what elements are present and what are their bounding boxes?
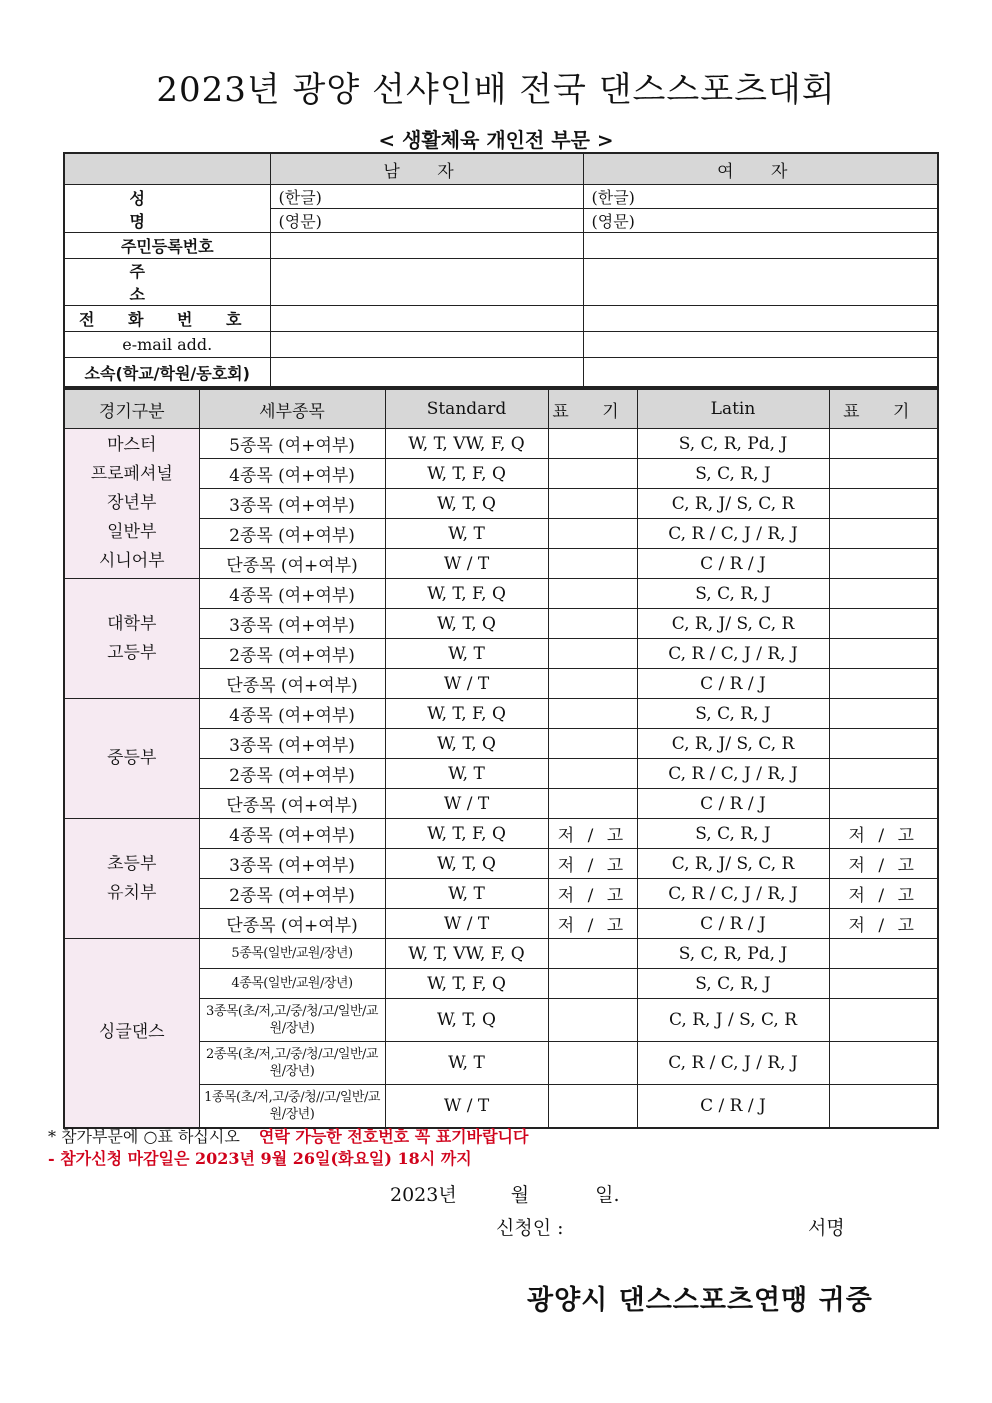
- category-cell: [64, 579, 199, 699]
- standard-dances-cell: W, T, F, Q: [385, 969, 548, 999]
- col-header-standard-mark: 표 기: [548, 389, 637, 429]
- application-date: [390, 1180, 620, 1207]
- affiliation-label: 소속(학교/학원/동호회): [64, 358, 270, 388]
- latin-mark-cell[interactable]: [829, 759, 938, 789]
- subevent-cell: 4종목 (여+여부): [199, 579, 385, 609]
- latin-mark-cell[interactable]: [829, 969, 938, 999]
- standard-mark-cell[interactable]: [548, 549, 637, 579]
- name-label: 성 명: [64, 185, 270, 233]
- info-header-blank: [64, 153, 270, 185]
- subevent-cell: 2종목 (여+여부): [199, 519, 385, 549]
- latin-mark-cell[interactable]: [829, 489, 938, 519]
- standard-dances-cell: W, T, Q: [385, 849, 548, 879]
- latin-dances-cell: S, C, R, Pd, J: [637, 429, 829, 459]
- latin-mark-cell[interactable]: [829, 699, 938, 729]
- latin-mark-cell[interactable]: [829, 669, 938, 699]
- latin-mark-cell[interactable]: 저 / 고: [829, 909, 938, 939]
- standard-dances-cell: W, T: [385, 1042, 548, 1085]
- female-address-field[interactable]: [583, 259, 938, 306]
- latin-mark-cell[interactable]: 저 / 고: [829, 879, 938, 909]
- latin-dances-cell: S, C, R, J: [637, 969, 829, 999]
- standard-mark-cell[interactable]: [548, 1085, 637, 1128]
- latin-mark-cell[interactable]: [829, 549, 938, 579]
- latin-mark-cell[interactable]: [829, 789, 938, 819]
- latin-mark-cell[interactable]: 저 / 고: [829, 849, 938, 879]
- latin-dances-cell: C, R / C, J / R, J: [637, 1042, 829, 1085]
- standard-dances-cell: W, T: [385, 519, 548, 549]
- latin-dances-cell: S, C, R, J: [637, 699, 829, 729]
- subevent-cell: 3종목 (여+여부): [199, 489, 385, 519]
- female-name-english-field[interactable]: (영문): [583, 209, 938, 233]
- latin-dances-cell: C, R, J/ S, C, R: [637, 849, 829, 879]
- category-label: 고등부: [107, 642, 157, 663]
- standard-dances-cell: W, T, F, Q: [385, 579, 548, 609]
- standard-mark-cell[interactable]: [548, 939, 637, 969]
- standard-mark-cell[interactable]: [548, 729, 637, 759]
- latin-dances-cell: C / R / J: [637, 1085, 829, 1128]
- event-rows: [64, 429, 938, 1128]
- standard-mark-cell[interactable]: 저 / 고: [548, 849, 637, 879]
- subevent-cell: 3종목 (여+여부): [199, 849, 385, 879]
- document-subtitle: < 생활체육 개인전 부문 >: [378, 128, 614, 152]
- subevent-cell: 2종목(초/저,고/중/청/고/일반/교원/장년): [199, 1042, 385, 1085]
- latin-dances-cell: C, R / C, J / R, J: [637, 519, 829, 549]
- subevent-cell: 3종목(초/저,고/중/청/고/일반/교원/장년): [199, 999, 385, 1042]
- standard-dances-cell: W, T: [385, 879, 548, 909]
- standard-dances-cell: W, T, Q: [385, 729, 548, 759]
- category-cell: [64, 429, 199, 579]
- category-label: 장년부: [107, 493, 157, 513]
- standard-dances-cell: W / T: [385, 549, 548, 579]
- table-row: [64, 939, 938, 969]
- latin-dances-cell: C / R / J: [637, 669, 829, 699]
- standard-dances-cell: W, T, VW, F, Q: [385, 429, 548, 459]
- latin-dances-cell: C, R / C, J / R, J: [637, 759, 829, 789]
- latin-dances-cell: S, C, R, Pd, J: [637, 939, 829, 969]
- subevent-cell: 3종목 (여+여부): [199, 609, 385, 639]
- note-deadline: - 참가신청 마감일은 2023년 9월 26일(화요일) 18시 까지: [48, 1149, 472, 1168]
- standard-dances-cell: W, T, F, Q: [385, 699, 548, 729]
- male-rrn-field[interactable]: [270, 233, 583, 259]
- standard-dances-cell: W, T, F, Q: [385, 819, 548, 849]
- subevent-cell: 4종목(일반/교원/장년): [199, 969, 385, 999]
- female-phone-field[interactable]: [583, 306, 938, 332]
- latin-mark-cell[interactable]: [829, 999, 938, 1042]
- table-row: [64, 819, 938, 849]
- email-label: e-mail add.: [64, 332, 270, 358]
- standard-mark-cell[interactable]: [548, 669, 637, 699]
- table-row: [64, 579, 938, 609]
- standard-dances-cell: W, T, F, Q: [385, 459, 548, 489]
- latin-dances-cell: C / R / J: [637, 549, 829, 579]
- male-name-hangul-field[interactable]: (한글): [270, 185, 583, 209]
- standard-dances-cell: W / T: [385, 909, 548, 939]
- subevent-cell: 4종목 (여+여부): [199, 459, 385, 489]
- latin-dances-cell: C, R, J/ S, C, R: [637, 489, 829, 519]
- male-address-field[interactable]: [270, 259, 583, 306]
- applicant-label: 신청인 :: [496, 1217, 564, 1239]
- female-rrn-field[interactable]: [583, 233, 938, 259]
- subevent-cell: 단종목 (여+여부): [199, 789, 385, 819]
- standard-mark-cell[interactable]: [548, 789, 637, 819]
- standard-mark-cell[interactable]: 저 / 고: [548, 819, 637, 849]
- subevent-cell: 5종목 (여+여부): [199, 429, 385, 459]
- standard-dances-cell: W / T: [385, 1085, 548, 1128]
- col-header-standard: Standard: [385, 389, 548, 429]
- standard-dances-cell: W, T, Q: [385, 609, 548, 639]
- subevent-cell: 4종목 (여+여부): [199, 819, 385, 849]
- date-day: 일.: [595, 1184, 620, 1206]
- note-instruction: * 참가부문에 ○표 하십시오: [48, 1127, 240, 1146]
- subevent-cell: 1종목(초/저,고/중/청//고/일반/교원/장년): [199, 1085, 385, 1128]
- latin-dances-cell: C, R, J / S, C, R: [637, 999, 829, 1042]
- category-label: 초등부: [107, 853, 157, 874]
- standard-mark-cell[interactable]: 저 / 고: [548, 879, 637, 909]
- standard-mark-cell[interactable]: 저 / 고: [548, 909, 637, 939]
- col-header-latin-mark: 표 기: [829, 389, 938, 429]
- category-label: 싱글댄스: [98, 1022, 165, 1043]
- latin-mark-cell[interactable]: 저 / 고: [829, 819, 938, 849]
- standard-mark-cell[interactable]: [548, 579, 637, 609]
- col-header-category: 경기구분: [64, 389, 199, 429]
- standard-mark-cell[interactable]: [548, 639, 637, 669]
- male-header: 남 자: [270, 153, 583, 185]
- subevent-cell: 단종목 (여+여부): [199, 669, 385, 699]
- subevent-cell: 단종목 (여+여부): [199, 909, 385, 939]
- female-email-field[interactable]: [583, 332, 938, 358]
- date-month: 월: [510, 1184, 530, 1206]
- standard-dances-cell: W, T: [385, 759, 548, 789]
- standard-mark-cell[interactable]: [548, 699, 637, 729]
- standard-mark-cell[interactable]: [548, 459, 637, 489]
- document-title: 2023년 광양 선샤인배 전국 댄스스포츠대회: [156, 70, 836, 110]
- standard-dances-cell: W / T: [385, 669, 548, 699]
- latin-mark-cell[interactable]: [829, 939, 938, 969]
- category-label: 중등부: [107, 748, 157, 768]
- subevent-cell: 2종목 (여+여부): [199, 879, 385, 909]
- standard-mark-cell[interactable]: [548, 609, 637, 639]
- standard-dances-cell: W / T: [385, 789, 548, 819]
- latin-dances-cell: S, C, R, J: [637, 579, 829, 609]
- latin-dances-cell: S, C, R, J: [637, 819, 829, 849]
- note-phone-reminder: 연락 가능한 전호번호 꼭 표기바랍니다: [258, 1127, 529, 1146]
- latin-mark-cell[interactable]: [829, 579, 938, 609]
- latin-mark-cell[interactable]: [829, 639, 938, 669]
- latin-mark-cell[interactable]: [829, 459, 938, 489]
- subevent-cell: 4종목 (여+여부): [199, 699, 385, 729]
- subevent-cell: 2종목 (여+여부): [199, 759, 385, 789]
- table-row: [64, 699, 938, 729]
- latin-mark-cell[interactable]: [829, 429, 938, 459]
- subevent-cell: 단종목 (여+여부): [199, 549, 385, 579]
- latin-dances-cell: C, R / C, J / R, J: [637, 639, 829, 669]
- standard-mark-cell[interactable]: [548, 429, 637, 459]
- latin-dances-cell: C, R, J/ S, C, R: [637, 609, 829, 639]
- standard-mark-cell[interactable]: [548, 489, 637, 519]
- category-cell: [64, 939, 199, 1128]
- latin-mark-cell[interactable]: [829, 729, 938, 759]
- standard-dances-cell: W, T, Q: [385, 489, 548, 519]
- standard-dances-cell: W, T: [385, 639, 548, 669]
- standard-mark-cell[interactable]: [548, 1042, 637, 1085]
- latin-dances-cell: C / R / J: [637, 789, 829, 819]
- category-label: 대학부: [107, 613, 157, 634]
- latin-mark-cell[interactable]: [829, 1042, 938, 1085]
- table-row: [64, 429, 938, 459]
- col-header-subevent: 세부종목: [199, 389, 385, 429]
- female-affiliation-field[interactable]: [583, 358, 938, 388]
- subevent-cell: 3종목 (여+여부): [199, 729, 385, 759]
- subevent-cell: 5종목(일반/교원/장년): [199, 939, 385, 969]
- latin-dances-cell: C / R / J: [637, 909, 829, 939]
- category-label: 마스터: [107, 435, 157, 455]
- male-email-field[interactable]: [270, 332, 583, 358]
- phone-label: 전 화 번 호: [64, 306, 270, 332]
- category-label: 유치부: [107, 882, 157, 903]
- recipient: 광양시 댄스스포츠연맹 귀중: [527, 1285, 873, 1316]
- latin-mark-cell[interactable]: [829, 1085, 938, 1128]
- category-cell: [64, 699, 199, 819]
- col-header-latin: Latin: [637, 389, 829, 429]
- event-selection-table: [63, 388, 939, 1129]
- category-label: 프로페셔널: [90, 464, 173, 484]
- standard-mark-cell[interactable]: [548, 969, 637, 999]
- male-name-english-field[interactable]: (영문): [270, 209, 583, 233]
- latin-dances-cell: C, R / C, J / R, J: [637, 879, 829, 909]
- standard-mark-cell[interactable]: [548, 519, 637, 549]
- date-year: 2023년: [390, 1184, 457, 1206]
- male-affiliation-field[interactable]: [270, 358, 583, 388]
- latin-dances-cell: S, C, R, J: [637, 459, 829, 489]
- category-label: 일반부: [107, 522, 157, 542]
- notes: [48, 1126, 528, 1170]
- address-label: 주 소: [64, 259, 270, 306]
- latin-mark-cell[interactable]: [829, 609, 938, 639]
- standard-mark-cell[interactable]: [548, 759, 637, 789]
- latin-mark-cell[interactable]: [829, 519, 938, 549]
- standard-mark-cell[interactable]: [548, 999, 637, 1042]
- standard-dances-cell: W, T, Q: [385, 999, 548, 1042]
- latin-dances-cell: C, R, J/ S, C, R: [637, 729, 829, 759]
- category-cell: [64, 819, 199, 939]
- male-phone-field[interactable]: [270, 306, 583, 332]
- female-name-hangul-field[interactable]: (한글): [583, 185, 938, 209]
- signature-label: 서명: [808, 1217, 845, 1239]
- standard-dances-cell: W, T, VW, F, Q: [385, 939, 548, 969]
- rrn-label: 주민등록번호: [64, 233, 270, 259]
- category-label: 시니어부: [98, 551, 165, 571]
- female-header: 여 자: [583, 153, 938, 185]
- subevent-cell: 2종목 (여+여부): [199, 639, 385, 669]
- participant-info-table: [63, 152, 939, 388]
